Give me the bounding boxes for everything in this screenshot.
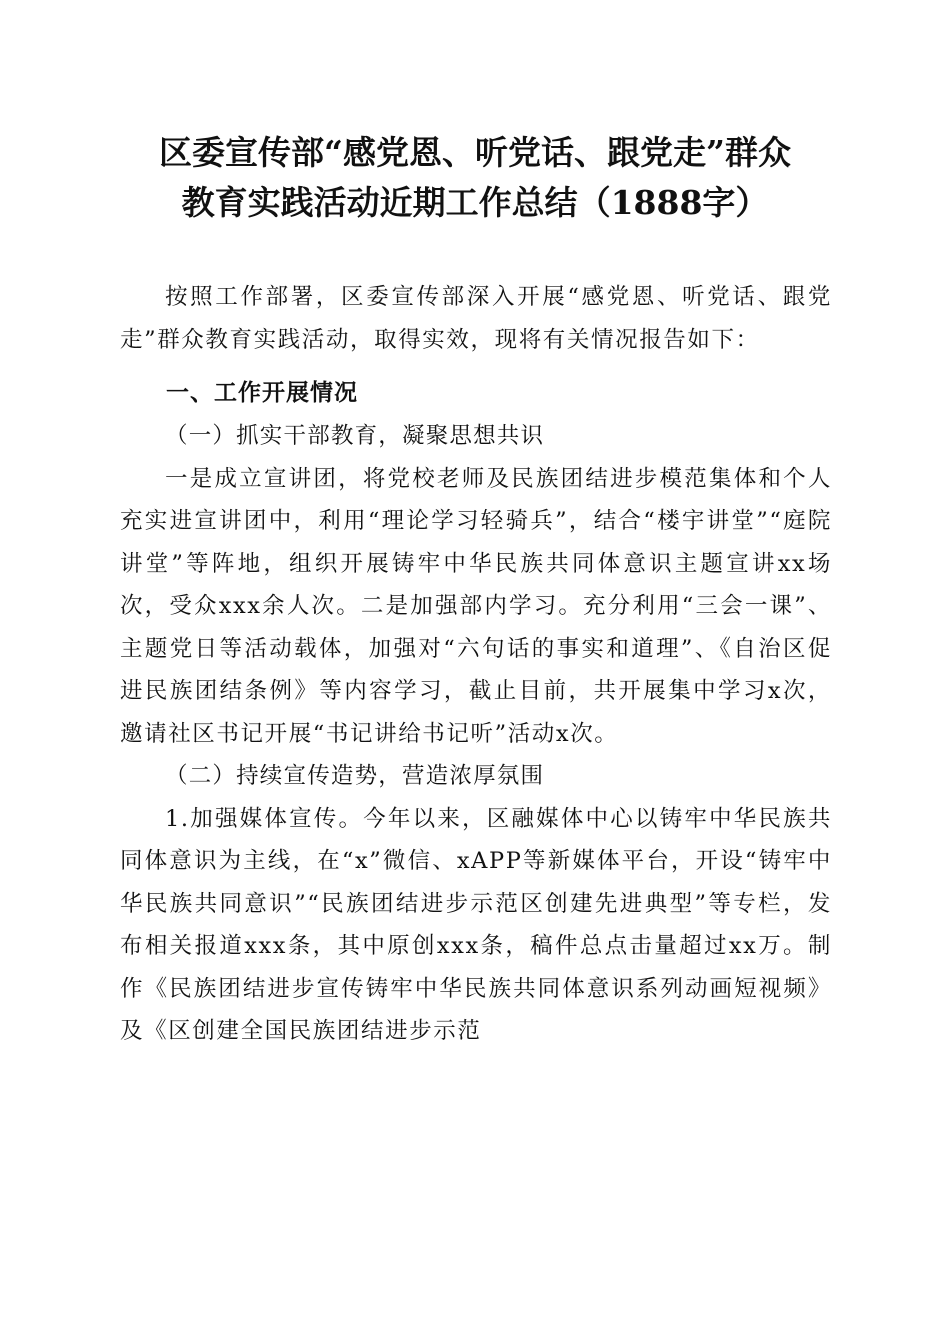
document-title — [110, 128, 840, 228]
subsection-2-heading: （二）持续宣传造势，营造浓厚氛围 — [165, 763, 545, 789]
subsection-2-paragraph: 1.加强媒体宣传。今年以来，区融媒体中心以铸牢中华民族共同体意识为主线，在“x”微信、xAPP等新媒体平台，开设“铸牢中华民族共同意识”“民族团结进步示范区创建先进典型”等专栏，发布相关报道xxx条，其中原创xxx条，稿件总点击量超过xx万。制作《民族团结进步宣传铸牢中华民族共同体意识系列动画短视频》及《区创建全国民族团结进步示范 — [120, 805, 832, 1044]
subsection-1-heading: （一）抓实干部教育，凝聚思想共识 — [165, 423, 545, 449]
title-line-1: 区委宣传部“感党恩、听党话、跟党走”群众 — [159, 133, 791, 172]
document-body — [120, 276, 832, 1053]
title-line-2: 教育实践活动近期工作总结（1888字） — [181, 183, 769, 222]
intro-paragraph: 按照工作部署，区委宣传部深入开展“感党恩、听党话、跟党走”群众教育实践活动，取得实效，现将有关情况报告如下： — [120, 284, 832, 353]
subsection-1-paragraph: 一是成立宣讲团，将党校老师及民族团结进步模范集体和个人充实进宣讲团中，利用“理论学习轻骑兵”，结合“楼宇讲堂”“庭院讲堂”等阵地，组织开展铸牢中华民族共同体意识主题宣讲xx场次，受众xxx余人次。二是加强部内学习。充分利用“三会一课”、主题党日等活动载体，加强对“六句话的事实和道理”、《自治区促进民族团结条例》等内容学习，截止目前，共开展集中学习x次，邀请社区书记开展“书记讲给书记听”活动x次。 — [120, 465, 832, 747]
section-1-heading: 一、工作开展情况 — [166, 380, 358, 406]
